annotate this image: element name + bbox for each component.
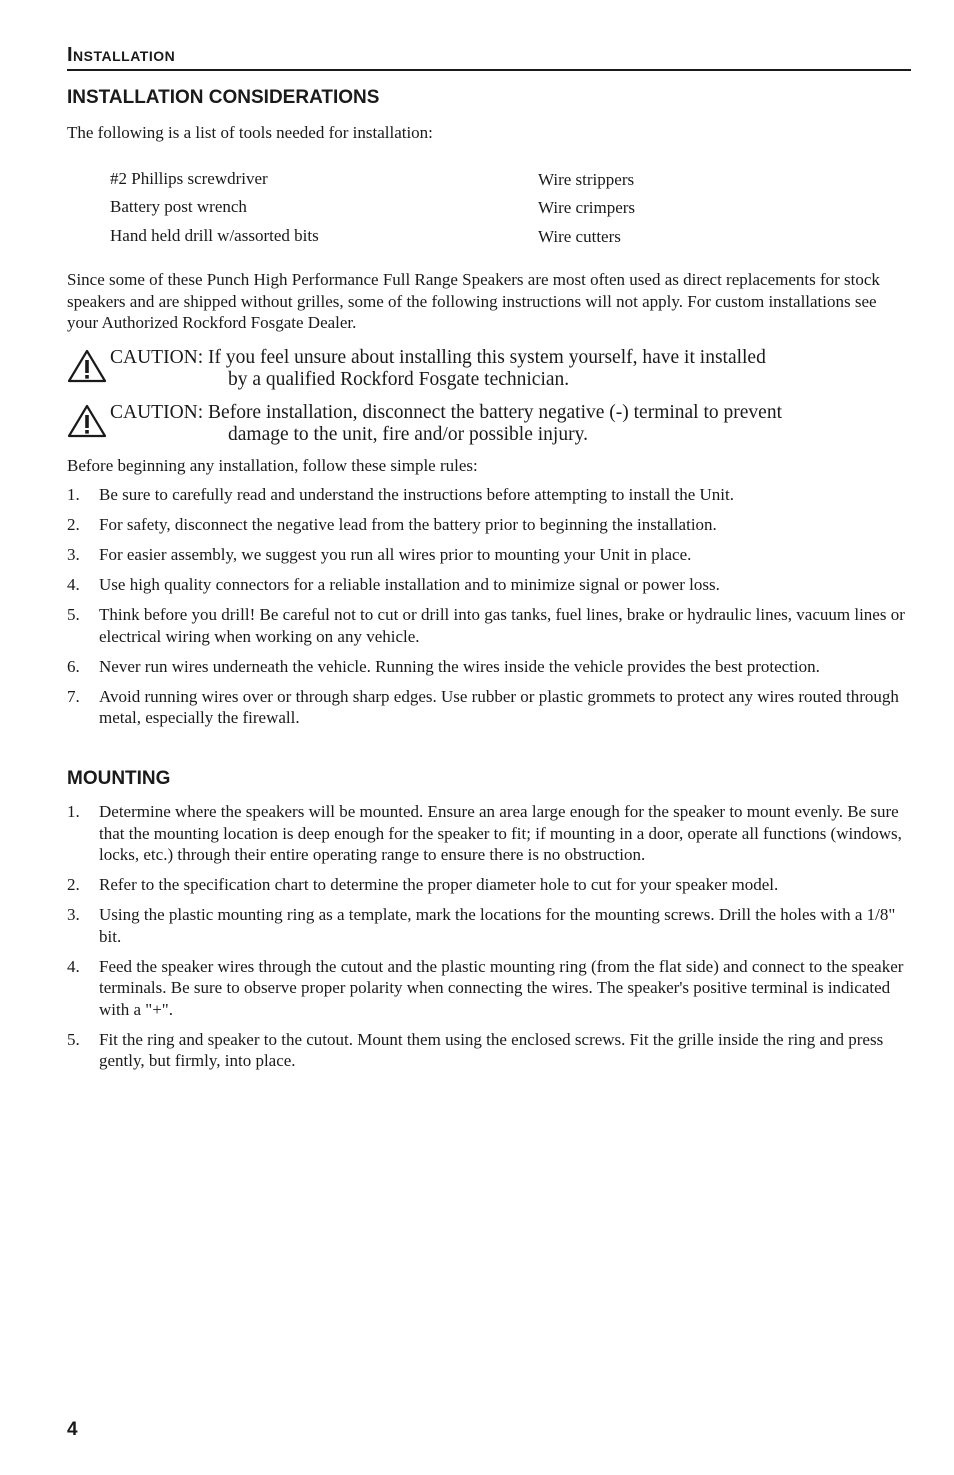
tool-item: Wire crimpers xyxy=(538,198,636,217)
list-item: 2. Refer to the specification chart to determine the proper diameter hole to cut for your speaker model. xyxy=(67,875,779,894)
list-item: 4. Feed the speaker wires through the cutout and the plastic mounting ring (from the flat side) and connect to the speaker terminals. Be sure to observe proper polarity when connecting the wires. The speaker's positive terminal is indicated with a "+". xyxy=(67,956,904,1019)
caution-text: CAUTION: If you feel unsure about installing this system yourself, have it installed xyxy=(110,347,766,368)
tools-intro: The following is a list of tools needed for installation: xyxy=(67,123,433,142)
installation-considerations-heading: INSTALLATION CONSIDERATIONS xyxy=(67,87,380,108)
warning-triangle-icon xyxy=(67,404,107,438)
title-rule xyxy=(67,69,911,71)
tool-item: #2 Phillips screwdriver xyxy=(110,169,268,188)
list-item: 1. Be sure to carefully read and understand the instructions before attempting to install the Unit. xyxy=(67,485,734,504)
list-item: 5. Fit the ring and speaker to the cutout. Mount them using the enclosed screws. Fit the grille inside the ring and press gently, but firmly, into place. xyxy=(67,1029,884,1070)
caution-block xyxy=(67,347,912,393)
tool-item: Wire cutters xyxy=(538,227,621,246)
caution-block xyxy=(67,402,912,448)
tool-item: Hand held drill w/assorted bits xyxy=(110,226,319,245)
list-item: 3. Using the plastic mounting ring as a template, mark the locations for the mounting screws. Drill the holes with a 1/8" bit. xyxy=(67,905,896,946)
caution-text-continued: by a qualified Rockford Fosgate technician. xyxy=(228,368,570,390)
mounting-list xyxy=(67,801,912,1080)
warning-triangle-icon xyxy=(67,349,107,383)
list-item: 3. For easier assembly, we suggest you run all wires prior to mounting your Unit in place. xyxy=(67,545,692,564)
speakers-note: Since some of these Punch High Performance Full Range Speakers are most often used as direct replacements for stock speakers and are shipped without grilles, some of the following instructions will not apply. For custom installations see your Authorized Rockford Fosgate Dealer. xyxy=(67,270,880,332)
caution-text-continued: damage to the unit, fire and/or possible injury. xyxy=(228,423,588,445)
page-number: 4 xyxy=(67,1419,78,1440)
tool-item: Wire strippers xyxy=(538,170,635,189)
caution-text: CAUTION: Before installation, disconnect the battery negative (-) terminal to prevent xyxy=(110,402,782,423)
list-item: 2. For safety, disconnect the negative lead from the battery prior to beginning the installation. xyxy=(67,515,717,534)
list-item: 7. Avoid running wires over or through sharp edges. Use rubber or plastic grommets to protect any wires routed through metal, especially the firewall. xyxy=(67,686,899,727)
list-item: 5. Think before you drill! Be careful not to cut or drill into gas tanks, fuel lines, brake or hydraulic lines, vacuum lines or electrical wiring when working on any vehicle. xyxy=(67,605,905,646)
list-item: 1. Determine where the speakers will be mounted. Ensure an area large enough for the speaker to mount evenly. Be sure that the mounting location is deep enough for the speaker to fit; if mounting in a door, operate all functions (windows, locks, etc.) through their entire operating range to ensure there is no obstruction. xyxy=(67,802,902,864)
rules-list xyxy=(67,484,912,737)
section-title: Installation xyxy=(67,44,176,66)
list-item: 4. Use high quality connectors for a reliable installation and to minimize signal or power loss. xyxy=(67,575,720,594)
mounting-heading: MOUNTING xyxy=(67,768,171,789)
rules-intro: Before beginning any installation, follow these simple rules: xyxy=(67,456,478,475)
list-item: 6. Never run wires underneath the vehicle. Running the wires inside the vehicle provides the best protection. xyxy=(67,656,820,676)
tool-item: Battery post wrench xyxy=(110,197,247,216)
